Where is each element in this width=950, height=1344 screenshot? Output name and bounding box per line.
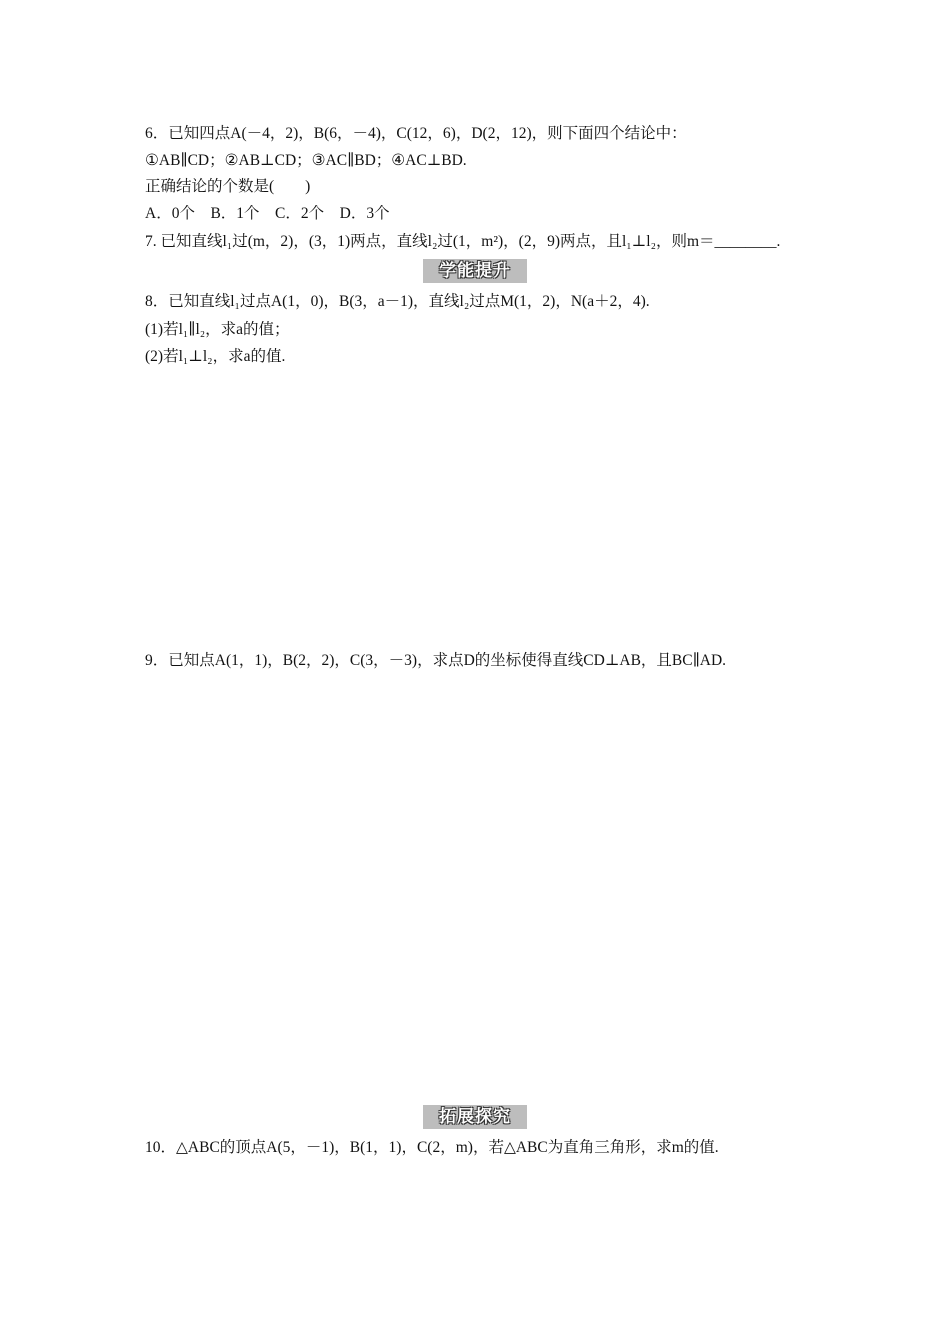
question-8-part-2: (2)若l₁⊥l₂，求a的值. — [145, 348, 286, 365]
section-banner-ability: 学能提升 — [423, 259, 527, 283]
question-8-part-1: (1)若l₁∥l₂，求a的值； — [145, 321, 290, 338]
question-6-statements: ①AB∥CD；②AB⊥CD；③AC∥BD；④AC⊥BD. — [145, 152, 467, 169]
section-banner-explore: 拓展探究 — [423, 1105, 527, 1129]
question-6-prompt: 正确结论的个数是( ) — [145, 178, 311, 195]
question-6-stem: 6．已知四点A(－4，2)，B(6，－4)，C(12，6)，D(2，12)，则下面四个结论中： — [145, 125, 687, 142]
question-8-stem: 8．已知直线l₁过点A(1，0)，B(3，a－1)，直线l₂过点M(1，2)，N(a＋2，4). — [145, 293, 650, 310]
question-7-text: 7. 已知直线l₁过(m，2)，(3，1)两点，直线l₂过(1，m²)，(2，9)两点，且l₁⊥l₂，则m＝________. — [145, 233, 781, 250]
question-9-text: 9．已知点A(1，1)，B(2，2)，C(3，－3)，求点D的坐标使得直线CD⊥AB，且BC∥AD. — [145, 652, 727, 669]
question-6-options: A．0个 B．1个 C．2个 D．3个 — [145, 205, 390, 222]
question-10-text: 10．△ABC的顶点A(5，－1)，B(1，1)，C(2，m)，若△ABC为直角三角形，求m的值. — [145, 1139, 719, 1156]
